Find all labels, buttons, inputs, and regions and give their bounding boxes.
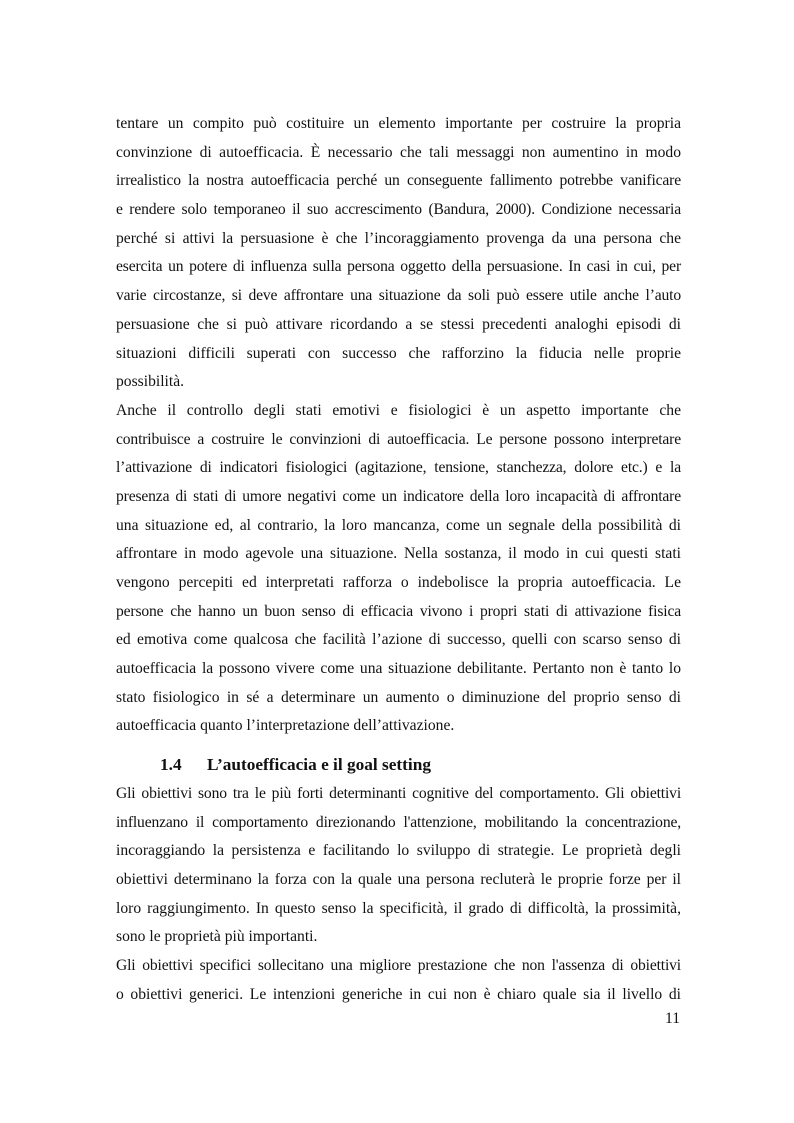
text-line: influenzano il comportamento direzionando l'attenzione, mobilitando la concentrazione, (116, 813, 681, 831)
text-line: Anche il controllo degli stati emotivi e fisiologici è un aspetto importante che (116, 401, 681, 419)
paragraph-obiettivi-specifici (116, 952, 681, 1009)
text-line: varie circostanze, si deve affrontare una situazione da soli può essere utile anche l’auto (116, 287, 681, 305)
text-line: perché si attivi la persuasione è che l’incoraggiamento provenga da una persona che (116, 229, 681, 247)
text-line: loro raggiungimento. In questo senso la specificità, il grado di difficoltà, la prossimità, (116, 899, 681, 917)
text-line: sono le proprietà più importanti. (116, 928, 318, 946)
text-line: possibilità. (116, 373, 185, 391)
text-line: Gli obiettivi sono tra le più forti determinanti cognitive del comportamento. Gli obiettivi (116, 784, 681, 802)
text-line: persone che hanno un buon senso di efficacia vivono i propri stati di attivazione fisica (116, 602, 681, 620)
text-line: stato fisiologico in sé a determinare un aumento o diminuzione del proprio senso di (116, 688, 681, 706)
text-line: una situazione ed, al contrario, la loro mancanza, come un segnale della possibilità di (116, 516, 681, 534)
text-line: Gli obiettivi specifici sollecitano una migliore prestazione che non l'assenza di obiettivi (116, 956, 681, 974)
page-number: 11 (664, 1010, 680, 1027)
text-line: esercita un potere di influenza sulla persona oggetto della persuasione. In casi in cui, per (116, 258, 681, 276)
text-line: presenza di stati di umore negativi come un indicatore della loro incapacità di affrontare (116, 487, 681, 505)
text-line: o obiettivi generici. Le intenzioni generiche in cui non è chiaro quale sia il livello di (116, 985, 681, 1003)
text-line: obiettivi determinano la forza con la quale una persona recluterà le proprie forze per il (116, 870, 681, 888)
text-line: e rendere solo temporaneo il suo accrescimento (Bandura, 2000). Condizione necessaria (116, 201, 681, 219)
section-title: L’autoefficacia e il goal setting (207, 755, 431, 775)
text-line: convinzione di autoefficacia. È necessario che tali messaggi non aumentino in modo (116, 143, 681, 161)
text-line: situazioni difficili superati con successo che rafforzino la fiducia nelle proprie (116, 344, 681, 362)
text-line: tentare un compito può costituire un elemento importante per costruire la propria (116, 115, 681, 132)
text-line: persuasione che si può attivare ricordando a se stessi precedenti analoghi episodi di (116, 315, 681, 333)
text-line: contribuisce a costruire le convinzioni di autoefficacia. Le persone possono interpretare (116, 430, 681, 448)
section-heading (116, 751, 681, 780)
text-line: irrealistico la nostra autoefficacia perché un conseguente fallimento potrebbe vanificare (116, 172, 681, 190)
paragraph-stati-emotivi (116, 397, 681, 741)
section-number: 1.4 (160, 755, 182, 775)
text-line: ed emotiva come qualcosa che facilità l’azione di successo, quelli con scarso senso di (116, 631, 681, 649)
body-text (116, 110, 681, 1009)
text-line: autoefficacia la possono vivere come una situazione debilitante. Pertanto non è tanto lo (116, 660, 681, 678)
paragraph-persuasione (116, 110, 681, 397)
paragraph-obiettivi (116, 780, 681, 952)
text-line: incoraggiando la persistenza e facilitando lo sviluppo di strategie. Le proprietà degli (116, 842, 681, 860)
text-line: l’attivazione di indicatori fisiologici (agitazione, tensione, stanchezza, dolore etc.) e la (116, 459, 681, 477)
text-line: vengono percepiti ed interpretati rafforza o indebolisce la propria autoefficacia. Le (116, 574, 681, 591)
text-line: affrontare in modo agevole una situazione. Nella sostanza, il modo in cui questi stati (116, 545, 681, 563)
text-line: autoefficacia quanto l’interpretazione dell’attivazione. (116, 717, 455, 735)
